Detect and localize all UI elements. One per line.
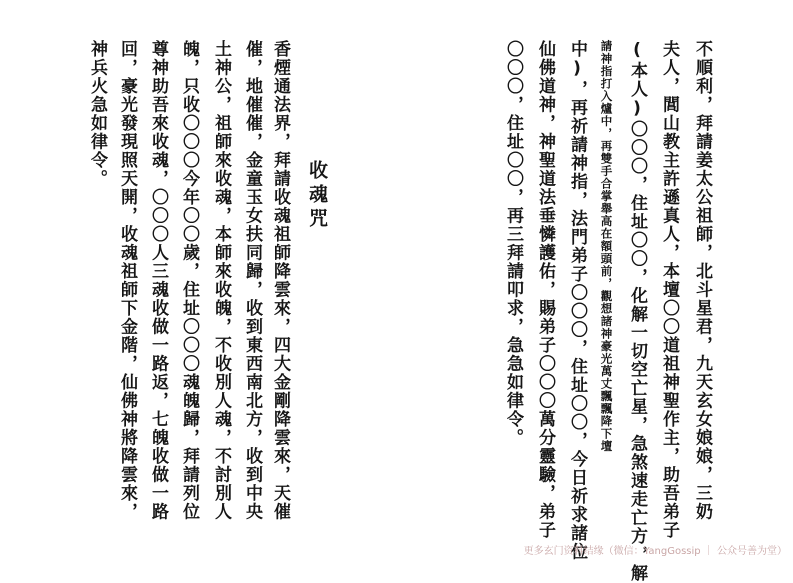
- right-page-column-7: 〇〇〇，住址〇〇，再三拜請叩求，急急如律令。: [503, 40, 523, 447]
- right-page-column-1: 不順利，拜請姜太公祖師，北斗星君，九天玄女娘娘，三奶: [692, 40, 712, 521]
- right-page-column-4-small: 請神指打入爐中，再雙手合掌舉高在額頭前，觀想諸神豪光萬丈飄飄降下壇: [599, 40, 614, 453]
- right-page-column-3: (本人)〇〇〇，住址〇〇，化解一切空亡星，急煞速走亡方，解: [627, 40, 647, 583]
- left-page-column-3: 土神公，祖師來收魂，本師來收魄，不收別人魂，不討別人: [211, 40, 231, 521]
- left-page-column-5: 尊神助吾來收魂，〇〇〇人三魂收做一路返，七魄收做一路: [148, 40, 168, 521]
- right-page-column-5: 中)，再祈請神指，法門弟子〇〇〇，住址〇〇，今日祈求諸位: [567, 40, 587, 561]
- right-page-column-2: 夫人，閭山教主許遜真人，本壇〇〇道祖神聖作主，助吾弟子: [659, 40, 679, 540]
- left-page-column-6: 回，豪光發現照天開，收魂祖師下金階，仙佛神將降雲來，: [117, 40, 137, 521]
- left-page-column-1: 香煙通法界，拜請收魂祖師降雲來，四大金剛降雲來，天催: [270, 40, 290, 521]
- page-title: 收魂咒: [306, 160, 328, 232]
- left-page-column-4: 魄，只收〇〇〇今年〇〇歲，住址〇〇〇魂魄歸，拜請列位: [179, 40, 199, 521]
- right-page-column-6: 仙佛道神，神聖道法垂憐護佑，賜弟子〇〇〇萬分靈驗，弟子: [535, 40, 555, 540]
- left-page-column-2: 催，地催催，金童玉女扶同歸，收到東西南北方，收到中央: [242, 40, 262, 521]
- footer-watermark: 更多玄门资料结缘（微信：YangGossip ｜ 公众号善为堂）: [523, 546, 787, 557]
- left-page-column-7: 神兵火急如律令。: [87, 40, 107, 188]
